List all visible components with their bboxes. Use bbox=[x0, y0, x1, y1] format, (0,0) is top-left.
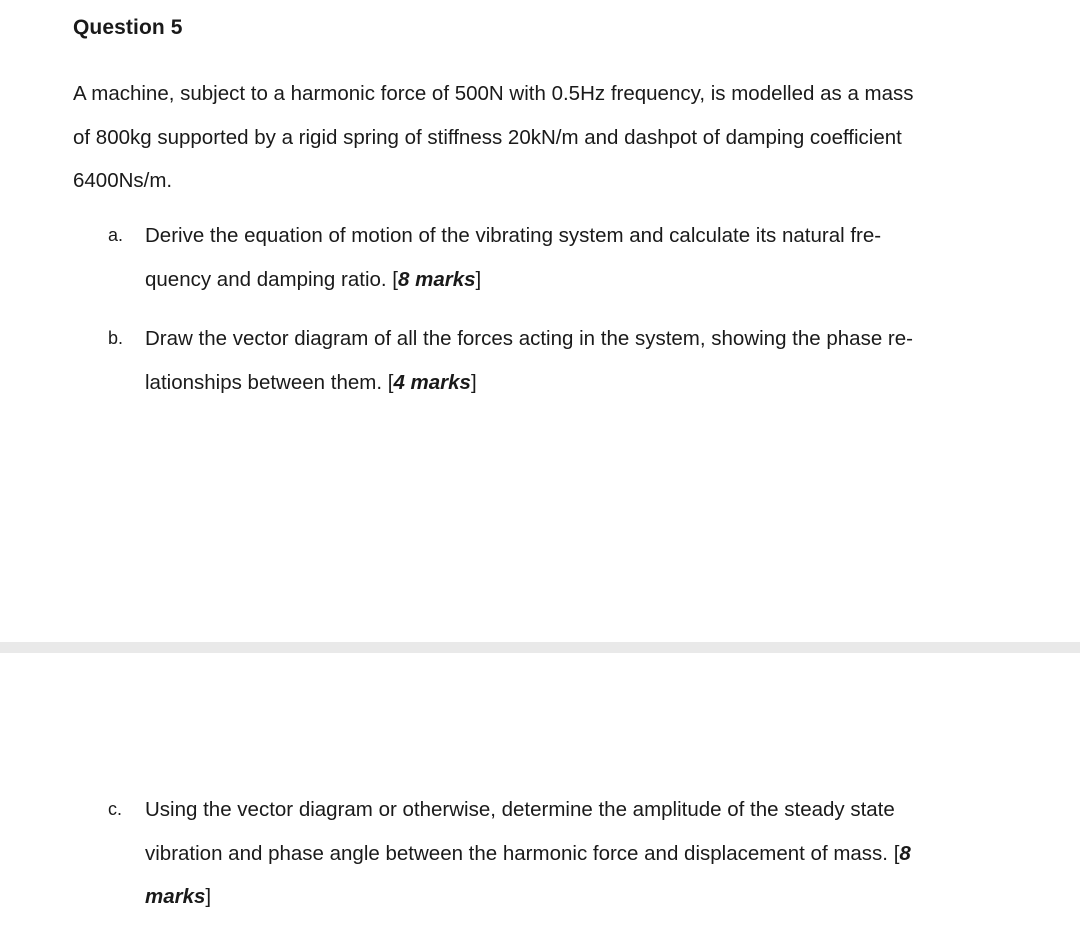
page-break bbox=[0, 642, 1080, 653]
part-b-line-2-text: lationships between them. [ bbox=[145, 370, 394, 394]
part-b-marker: b. bbox=[108, 328, 124, 348]
part-c-marker: c. bbox=[108, 799, 123, 819]
part-a-line-2-text: quency and damping ratio. [ bbox=[145, 267, 398, 291]
question-title: Question 5 bbox=[73, 16, 183, 39]
part-b-bracket: ] bbox=[470, 370, 477, 394]
part-c-line-2 bbox=[145, 832, 978, 876]
part-c-line-2-text: vibration and phase angle between the harmonic force and displacement of mass. [ bbox=[145, 841, 900, 865]
part-c-marks-number: 8 bbox=[899, 841, 911, 865]
part-a-marker: a. bbox=[108, 225, 124, 245]
part-a-line-2 bbox=[145, 258, 978, 302]
intro-line-3: 6400Ns/m. bbox=[73, 169, 173, 192]
part-b-line-2 bbox=[145, 361, 978, 405]
part-b-text bbox=[145, 317, 978, 404]
part-c-marks-word: marks bbox=[145, 885, 206, 908]
question-intro bbox=[73, 72, 978, 203]
part-c-text bbox=[145, 788, 978, 919]
part-c-line-3 bbox=[145, 875, 978, 919]
intro-line-2: of 800kg supported by a rigid spring of stiffness 20kN/m and dashpot of damping coefficient bbox=[73, 125, 902, 149]
part-a-bracket: ] bbox=[475, 267, 482, 291]
part-a-line-1: Derive the equation of motion of the vibrating system and calculate its natural fre- bbox=[145, 224, 882, 247]
intro-line-1: A machine, subject to a harmonic force of 500N with 0.5Hz frequency, is modelled as a mass bbox=[73, 82, 914, 105]
part-c-bracket: ] bbox=[205, 885, 212, 908]
part-a-text bbox=[145, 214, 978, 301]
page-2 bbox=[0, 653, 1080, 927]
part-c-line-1: Using the vector diagram or otherwise, determine the amplitude of the steady state bbox=[145, 798, 895, 821]
part-b-marks: 4 marks bbox=[393, 370, 471, 394]
part-a-marks: 8 marks bbox=[398, 267, 476, 291]
part-b-line-1: Draw the vector diagram of all the forces acting in the system, showing the phase re- bbox=[145, 327, 913, 350]
